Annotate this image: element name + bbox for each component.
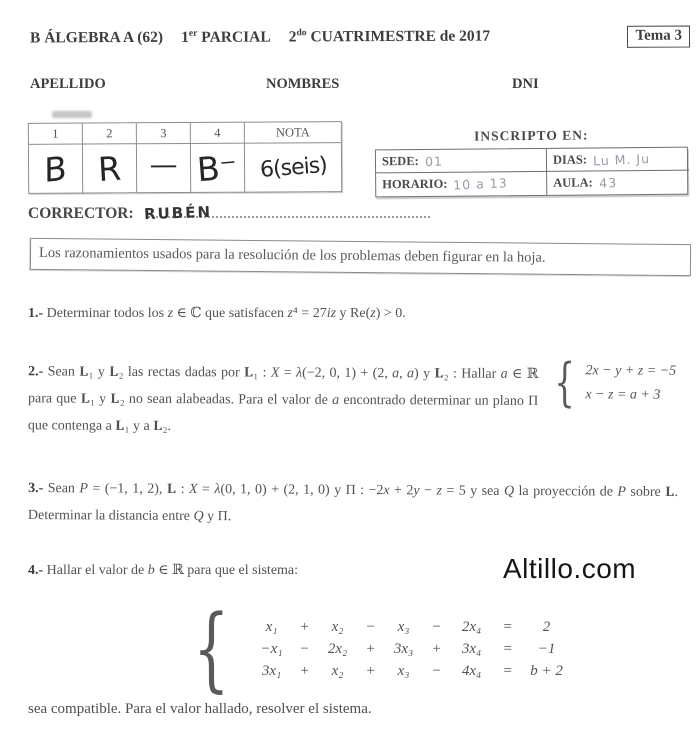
problem-3-text: 3.- Sean P = (−1, 1, 2), L : X = λ(0, 1, 0) + (2, 1, 0) y Π : −2x + 2y − z = 5 y sea Q la proyección de P sobre L. Determinar la distancia entre Q y Π. [27,481,679,525]
eq-op: = [502,618,513,635]
eq-term: x₂ [331,662,344,679]
eq-term: 3x₁ [261,662,282,679]
grade-mark-nota: 6(seis) [258,152,328,183]
grade-header-2: 2 [83,123,137,144]
eq-term: 2x₂ [327,640,348,657]
eq-rhs: 2 [542,618,551,635]
horario-value: 10 a 13 [453,175,509,193]
sede-value: 01 [424,152,444,169]
aula-label: AULA: [553,175,593,190]
eq-term: 3x₃ [393,640,414,657]
eq-op: + [431,640,442,657]
eq-op: − [365,618,376,635]
nombres-label: NOMBRES [266,76,340,92]
inscription-title: INSCRIPTO EN: [474,127,589,144]
eq-term: x₁ [265,618,278,635]
aula-value: 43 [598,174,618,191]
corrector-name: RUBÉN [143,202,212,224]
eq-term: 2x₄ [461,618,482,635]
l2-equation-system [548,353,677,414]
eq-rhs: b + 2 [530,662,563,679]
dias-label: DIAS: [552,152,588,167]
eq-op: + [299,618,310,635]
eq-op: = [502,640,513,657]
apellido-label: APELLIDO [30,76,106,92]
exam-part: 1er PARCIAL [181,27,271,46]
dias-value: Lu M. Ju [592,150,651,168]
exam-semester: $2^{do}$ CUATRIMESTRE de 2017 [288,27,491,46]
eq-term: x₃ [397,662,410,679]
grade-header-nota: NOTA [245,122,341,144]
course-title: B ÁLGEBRA A (62) [29,29,164,47]
l2-eq-1: 2x − y + z = −5 [585,363,677,379]
problem-4-system [182,595,573,702]
left-brace: { [193,595,230,702]
l2-eq-2: x − z = a + 3 [585,387,661,403]
corrector-row [28,202,430,223]
notice-box: Los razonamientos usados para la resolución de los problemas deben figurar en la hoja. [30,238,691,276]
grade-header-4: 4 [191,123,245,144]
problem-1-text: 1.- Determinar todos los z ∈ ℂ que satisfacen z⁴ = 27iz y Re(z) > 0. [28,306,406,321]
sede-label: SEDE: [381,153,419,168]
eq-op: − [431,618,442,635]
grade-table [28,121,342,194]
eq-op: − [431,662,442,679]
corrector-label: CORRECTOR: [28,205,134,222]
grade-mark-4: B⁻ [196,146,239,189]
eq-op: = [502,662,513,679]
grade-mark-3: — [149,147,178,181]
eq-op: + [299,662,310,679]
eq-op: − [299,640,310,657]
eq-op: + [365,640,376,657]
eq-rhs: −1 [537,640,556,657]
eq-term: 4x₄ [461,662,482,679]
eq-term: x₂ [331,618,344,635]
inscription-box [375,127,689,198]
eq-term: x₃ [397,618,410,635]
problem-4-text: 4.- Hallar el valor de b ∈ ℝ para que el sistema: [28,563,299,578]
left-brace: { [554,353,576,414]
grade-mark-2: R [96,148,123,189]
dni-label: DNI [512,76,539,92]
problem-2-text: { 2x − y + z = −5 x − z = a + 3 2.- Sean L₁ y L₂ las rectas dadas por L₁ : X = λ(−2, 0, 1) + (2, a, a) y L₂ : Hallar a ∈ ℝ para que L₁ y L₂ no sean alabeadas. Para el valor de a encontrado determinar un plano Π que contenga a L₁ y a L₂. [27,353,677,435]
closing-line: sea compatible. Para el valor hallado, resolver el sistema. [28,701,372,717]
grade-header-1: 1 [29,124,83,145]
eq-term: −x₁ [260,640,283,657]
eq-op: + [365,662,376,679]
eq-term: 3x₄ [461,640,482,657]
grade-header-3: 3 [137,123,191,144]
exam-header [30,26,690,51]
altillo-watermark: Altillo.com [503,553,637,584]
tema-badge: Tema 3 [627,26,690,48]
grade-mark-1: B [44,147,67,190]
horario-label: HORARIO: [382,176,448,192]
scan-smudge [52,111,92,118]
